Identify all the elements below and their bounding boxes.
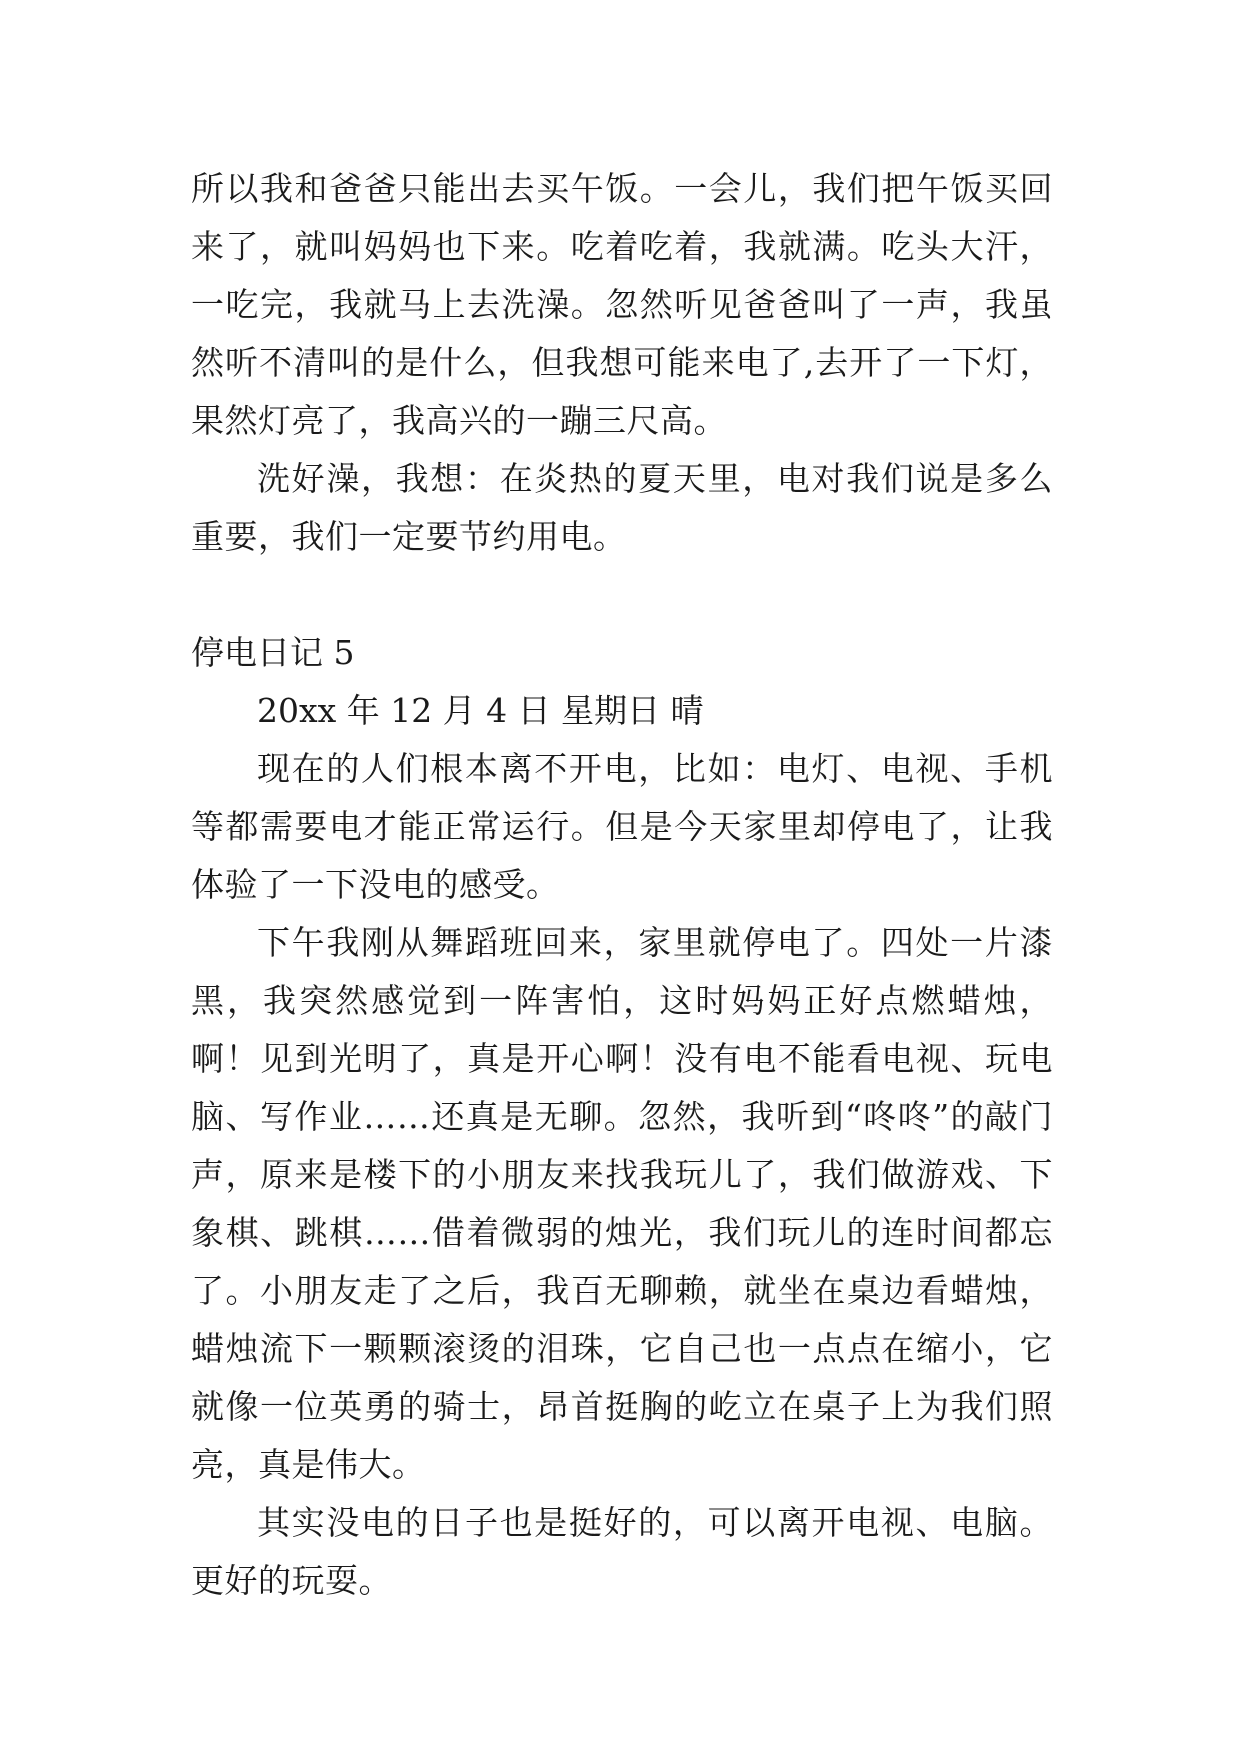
- paragraph-ending: 其实没电的日子也是挺好的，可以离开电视、电脑。更好的玩耍。: [191, 1503, 1053, 1600]
- entry-date: 20xx 年 12 月 4 日 星期日 晴: [257, 691, 704, 730]
- entry-title: 停电日记 5: [191, 633, 355, 672]
- paragraph-conclusion: 洗好澡，我想：在炎热的夏天里，电对我们说是多么重要，我们一定要节约用电。: [191, 459, 1053, 556]
- document-page: [191, 160, 1053, 1610]
- paragraph-intro: 现在的人们根本离不开电，比如：电灯、电视、手机等都需要电才能正常运行。但是今天家里却停电了，让我体验了一下没电的感受。: [191, 749, 1053, 904]
- section-gap: [191, 566, 1053, 624]
- paragraph-continued: 所以我和爸爸只能出去买午饭。一会儿，我们把午饭买回来了，就叫妈妈也下来。吃着吃着，我就满。吃头大汗，一吃完，我就马上去洗澡。忽然听见爸爸叫了一声，我虽然听不清叫的是什么，但我想可能来电了,去开了一下灯，果然灯亮了，我高兴的一蹦三尺高。: [191, 169, 1053, 440]
- paragraph-story: 下午我刚从舞蹈班回来，家里就停电了。四处一片漆黑，我突然感觉到一阵害怕，这时妈妈正好点燃蜡烛，啊！见到光明了，真是开心啊！没有电不能看电视、玩电脑、写作业……还真是无聊。忽然，我听到“咚咚”的敲门声，原来是楼下的小朋友来找我玩儿了，我们做游戏、下象棋、跳棋……借着微弱的烛光，我们玩儿的连时间都忘了。小朋友走了之后，我百无聊赖，就坐在桌边看蜡烛，蜡烛流下一颗颗滚烫的泪珠，它自己也一点点在缩小，它就像一位英勇的骑士，昂首挺胸的屹立在桌子上为我们照亮，真是伟大。: [191, 923, 1053, 1484]
